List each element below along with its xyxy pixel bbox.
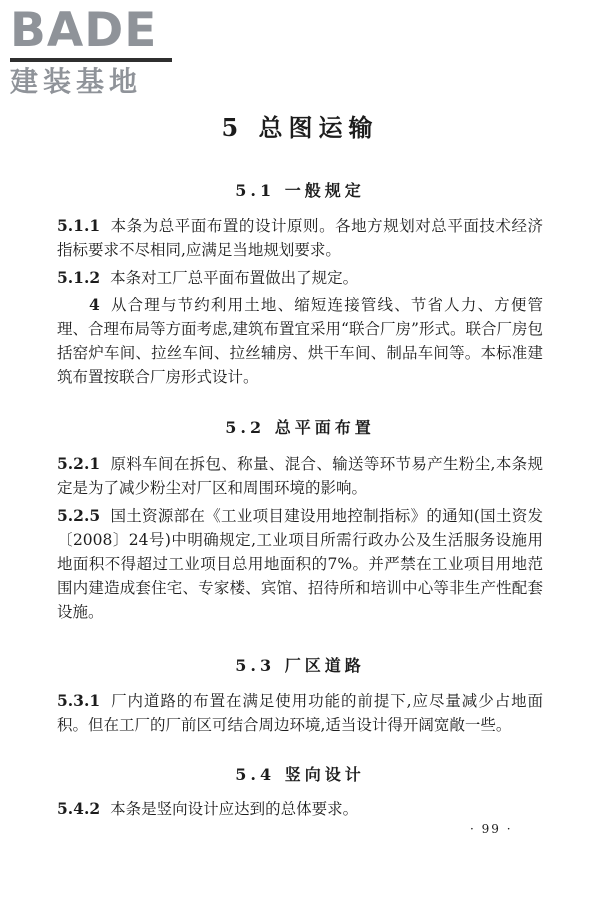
section-heading-5-4: 5.4 竖向设计 <box>235 765 365 784</box>
section-heading-5-2: 5.2 总平面布置 <box>225 418 375 437</box>
clause-5-1-1 <box>57 214 543 262</box>
logo-subtitle: 建装基地 <box>10 65 143 98</box>
logo-wordmark: BADE <box>10 3 158 58</box>
chapter-title: 5 总图运输 <box>221 113 379 142</box>
clause-number: 5.1.1 <box>57 216 101 235</box>
clause-number: 5.2.1 <box>57 454 101 473</box>
clause-text: 本条对工厂总平面布置做出了规定。 <box>110 269 359 287</box>
clause-text: 本条是竖向设计应达到的总体要求。 <box>110 800 359 818</box>
clause-text: 本条为总平面布置的设计原则。各地方规划对总平面技术经济指标要求不尽相同,应满足当地规划要求。 <box>57 217 543 259</box>
clause-text: 厂内道路的布置在满足使用功能的前提下,应尽量减少占地面积。但在工厂的厂前区可结合周边环境,适当设计得开阔宽敞一些。 <box>57 692 543 734</box>
section-heading-5-1: 5.1 一般规定 <box>235 181 365 200</box>
clause-number: 5.1.2 <box>57 268 101 287</box>
section-heading-5-3: 5.3 厂区道路 <box>235 656 365 675</box>
clause-text: 国土资源部在《工业项目建设用地控制指标》的通知(国土资发〔2008〕24号)中明确规定,工业项目所需行政办公及生活服务设施用地面积不得超过工业项目总用地面积的7%。并严禁在工业项目用地范围内建造成套住宅、专家楼、宾馆、招待所和培训中心等非生产性配套设施。 <box>57 507 543 621</box>
clause-number: 5.4.2 <box>57 799 101 818</box>
logo <box>10 3 180 98</box>
clause-text: 从合理与节约利用土地、缩短连接管线、节省人力、方便管理、合理布局等方面考虑,建筑布置宜采用“联合厂房”形式。联合厂房包括窑炉车间、拉丝车间、拉丝辅房、烘干车间、制品车间等。本标准建筑布置按联合厂房形式设计。 <box>57 296 543 386</box>
clause-number: 5.2.5 <box>57 506 101 525</box>
clause-5-1-2 <box>57 266 543 290</box>
clause-5-4-2 <box>57 797 543 821</box>
clause-5-3-1 <box>57 689 543 737</box>
clause-item-4 <box>57 293 543 389</box>
clause-5-2-1 <box>57 452 543 500</box>
clause-number: 4 <box>89 295 100 314</box>
clause-5-2-5 <box>57 504 543 624</box>
clause-number: 5.3.1 <box>57 691 101 710</box>
logo-divider <box>10 58 172 62</box>
clause-text: 原料车间在拆包、称量、混合、输送等环节易产生粉尘,本条规定是为了减少粉尘对厂区和周围环境的影响。 <box>57 455 543 497</box>
page-number: · 99 · <box>470 822 513 836</box>
